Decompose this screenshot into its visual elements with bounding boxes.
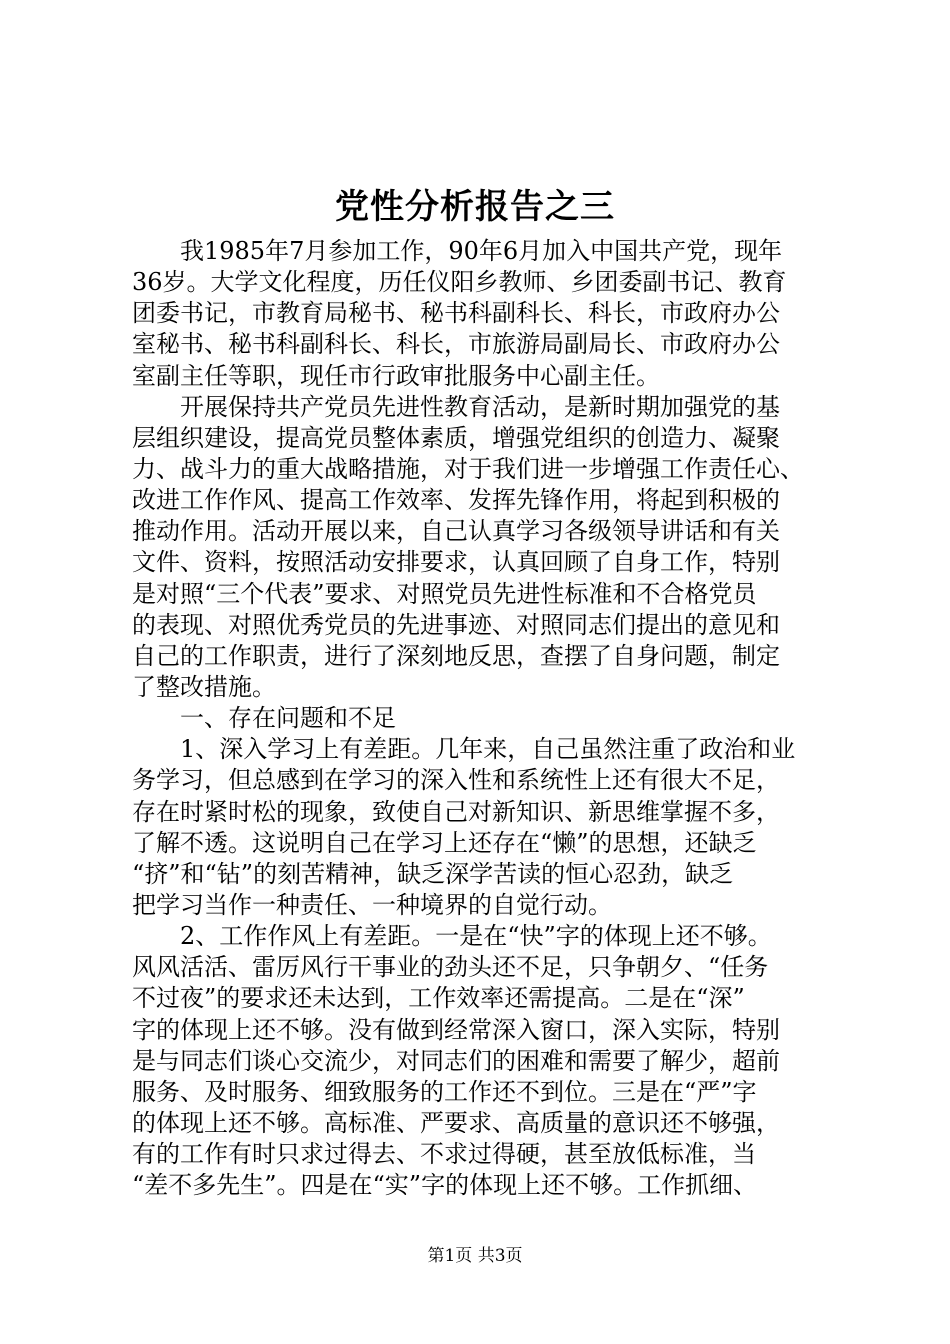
body-line: 团委书记，市教育局秘书、秘书科副科长、科长，市政府办公	[132, 299, 780, 328]
body-line: 室秘书、秘书科副科长、科长，市旅游局副局长、市政府办公	[132, 330, 780, 359]
document-title: 党性分析报告之三	[335, 187, 615, 227]
body-line: 的表现、对照优秀党员的先进事迹、对照同志们提出的意见和	[132, 610, 780, 639]
body-line: 是对照“三个代表”要求、对照党员先进性标准和不合格党员	[132, 579, 757, 608]
body-line: 了解不透。这说明自己在学习上还存在“懒”的思想，还缺乏	[132, 828, 757, 857]
body-line: 改进工作作风、提高工作效率、发挥先锋作用，将起到积极的	[132, 486, 780, 515]
body-line: 文件、资料，按照活动安排要求，认真回顾了自身工作，特别	[132, 548, 780, 577]
document-body	[132, 236, 826, 1201]
body-line: 开展保持共产党员先进性教育活动，是新时期加强党的基	[180, 392, 780, 421]
body-line: 层组织建设，提高党员整体素质，增强党组织的创造力、凝聚	[132, 423, 780, 452]
body-line: 1、深入学习上有差距。几年来，自己虽然注重了政治和业	[180, 735, 796, 764]
body-line: 的体现上还不够。高标准、严要求、高质量的意识还不够强，	[132, 1108, 780, 1137]
body-line: 室副主任等职，现任市行政审批服务中心副主任。	[132, 361, 660, 390]
section-heading: 一、存在问题和不足	[180, 704, 396, 733]
body-line: 存在时紧时松的现象，致使自己对新知识、新思维掌握不多，	[132, 797, 780, 826]
body-line: 我1985年7月参加工作，90年6月加入中国共产党，现年	[180, 237, 783, 265]
body-line: 风风活活、雷厉风行干事业的劲头还不足，只争朝夕、“任务	[132, 953, 769, 982]
body-line: 36岁。大学文化程度，历任仪阳乡教师、乡团委副书记、教育	[132, 268, 787, 297]
body-line: 把学习当作一种责任、一种境界的自觉行动。	[132, 890, 612, 919]
body-line: 字的体现上还不够。没有做到经常深入窗口，深入实际，特别	[132, 1015, 780, 1044]
body-line: 不过夜”的要求还未达到，工作效率还需提高。二是在“深”	[132, 984, 745, 1013]
body-line: 推动作用。活动开展以来，自己认真学习各级领导讲话和有关	[132, 517, 780, 546]
body-line: “差不多先生”。四是在“实”字的体现上还不够。工作抓细、	[132, 1171, 758, 1200]
page-number-footer: 第1页 共3页	[427, 1246, 523, 1266]
body-line: 力、战斗力的重大战略措施，对于我们进一步增强工作责任心、	[132, 454, 804, 483]
body-line: 了整改措施。	[132, 672, 276, 701]
body-line: 是与同志们谈心交流少，对同志们的困难和需要了解少，超前	[132, 1046, 780, 1075]
body-line: “挤”和“钻”的刻苦精神，缺乏深学苦读的恒心忍劲，缺乏	[132, 859, 734, 888]
body-line: 服务、及时服务、细致服务的工作还不到位。三是在“严”字	[132, 1077, 757, 1106]
body-line: 自己的工作职责，进行了深刻地反思，查摆了自身问题，制定	[132, 641, 780, 670]
body-line: 务学习，但总感到在学习的深入性和系统性上还有很大不足，	[132, 766, 780, 795]
body-line: 有的工作有时只求过得去、不求过得硬，甚至放低标准，当	[132, 1140, 756, 1169]
body-line: 2、工作作风上有差距。一是在“快”字的体现上还不够。	[180, 922, 772, 951]
